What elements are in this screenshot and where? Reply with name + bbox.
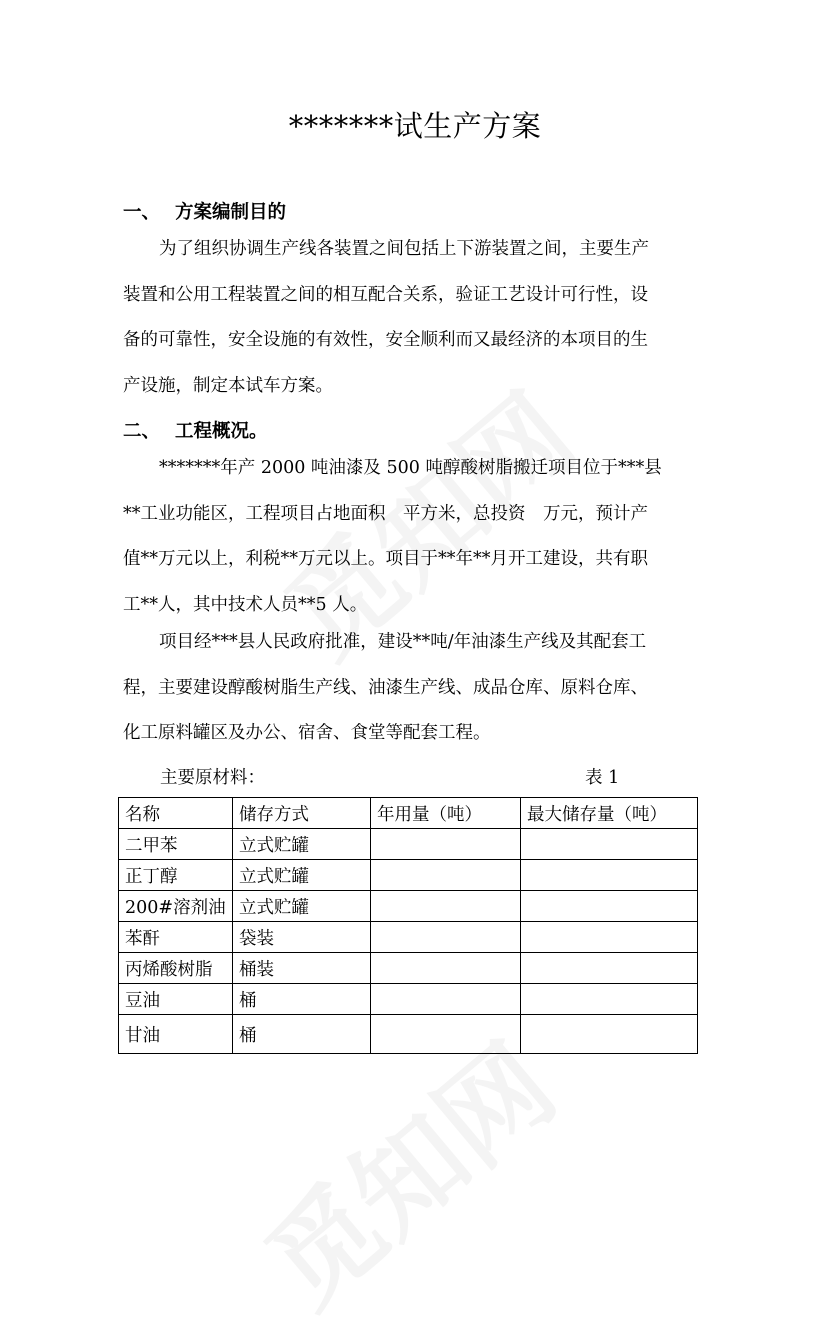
table-row bbox=[119, 891, 698, 922]
cell-storage: 桶装 bbox=[233, 953, 371, 984]
cell-name: 丙烯酸树脂 bbox=[119, 953, 233, 984]
cell-max-storage bbox=[521, 1015, 698, 1054]
table-row bbox=[119, 984, 698, 1015]
cell-annual-usage bbox=[371, 953, 521, 984]
section-heading-1 bbox=[123, 198, 286, 224]
table-caption: 主要原材料： bbox=[160, 768, 265, 788]
cell-name: 豆油 bbox=[119, 984, 233, 1015]
text-line: 装置和公用工程装置之间的相互配合关系，验证工艺设计可行性，设 bbox=[123, 284, 648, 305]
cell-name: 苯酐 bbox=[119, 922, 233, 953]
column-header-name: 名称 bbox=[119, 798, 233, 829]
table-row bbox=[119, 953, 698, 984]
column-header-storage: 储存方式 bbox=[233, 798, 371, 829]
cell-storage: 立式贮罐 bbox=[233, 860, 371, 891]
text-line: 备的可靠性，安全设施的有效性，安全顺利而又最经济的本项目的生 bbox=[123, 330, 648, 350]
cell-storage: 桶 bbox=[233, 984, 371, 1015]
cell-annual-usage bbox=[371, 1015, 521, 1054]
cell-annual-usage bbox=[371, 891, 521, 922]
cell-annual-usage bbox=[371, 860, 521, 891]
document-title: *******试生产方案 bbox=[288, 109, 542, 143]
text-line: **工业功能区，工程项目占地面积 平方米，总投资 万元，预计产 bbox=[123, 503, 648, 524]
cell-name: 二甲苯 bbox=[119, 829, 233, 860]
text-line: *******年产 2000 吨油漆及 500 吨醇酸树脂搬迁项目位于***县 bbox=[159, 458, 662, 478]
cell-name: 200#溶剂油 bbox=[119, 891, 233, 922]
materials-table bbox=[118, 797, 698, 1054]
column-header-max-storage: 最大储存量（吨） bbox=[521, 798, 698, 829]
text-line: 化工原料罐区及办公、宿舍、食堂等配套工程。 bbox=[123, 723, 491, 743]
text-line: 项目经***县人民政府批准，建设**吨/年油漆生产线及其配套工 bbox=[159, 632, 647, 652]
table-row bbox=[119, 922, 698, 953]
section-title: 方案编制目的 bbox=[175, 202, 287, 223]
cell-max-storage bbox=[521, 922, 698, 953]
section-1-paragraph bbox=[123, 227, 723, 409]
text-line: 程，主要建设醇酸树脂生产线、油漆生产线、成品仓库、原料仓库、 bbox=[123, 677, 648, 698]
table-number: 表 1 bbox=[585, 768, 620, 788]
cell-name: 甘油 bbox=[119, 1015, 233, 1054]
table-row bbox=[119, 1015, 698, 1054]
text-line: 为了组织协调生产线各装置之间包括上下游装置之间，主要生产 bbox=[159, 239, 649, 259]
cell-storage: 立式贮罐 bbox=[233, 829, 371, 860]
section-heading-2 bbox=[123, 417, 268, 443]
section-2-paragraph-1 bbox=[123, 446, 723, 628]
cell-max-storage bbox=[521, 953, 698, 984]
cell-name: 正丁醇 bbox=[119, 860, 233, 891]
section-number: 一、 bbox=[123, 202, 161, 223]
cell-storage: 袋装 bbox=[233, 922, 371, 953]
section-title: 工程概况。 bbox=[175, 421, 268, 442]
cell-max-storage bbox=[521, 891, 698, 922]
text-line: 产设施，制定本试车方案。 bbox=[123, 375, 333, 396]
column-header-annual-usage: 年用量（吨） bbox=[371, 798, 521, 829]
table-header-row bbox=[119, 798, 698, 829]
section-number: 二、 bbox=[123, 421, 161, 442]
section-2-paragraph-2 bbox=[123, 620, 723, 757]
cell-annual-usage bbox=[371, 829, 521, 860]
cell-max-storage bbox=[521, 860, 698, 891]
text-line: 工**人，其中技术人员**5 人。 bbox=[123, 594, 368, 615]
cell-annual-usage bbox=[371, 922, 521, 953]
table-row bbox=[119, 860, 698, 891]
cell-storage: 立式贮罐 bbox=[233, 891, 371, 922]
table-row bbox=[119, 829, 698, 860]
cell-annual-usage bbox=[371, 984, 521, 1015]
text-line: 值**万元以上，利税**万元以上。项目于**年**月开工建设，共有职 bbox=[123, 549, 648, 569]
cell-storage: 桶 bbox=[233, 1015, 371, 1054]
cell-max-storage bbox=[521, 829, 698, 860]
cell-max-storage bbox=[521, 984, 698, 1015]
